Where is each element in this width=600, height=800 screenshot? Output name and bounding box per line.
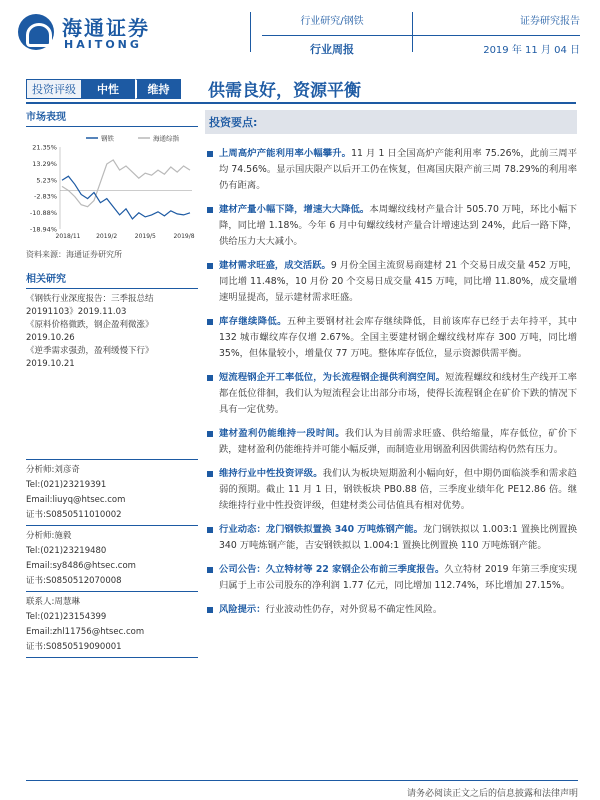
analyst-name: 分析师:施毅 [26,531,72,541]
analyst-email[interactable]: Email:zhl11756@htsec.com [26,627,145,637]
key-point-item [205,202,577,250]
report-header [0,0,600,66]
analyst-email[interactable]: Email:sy8486@htsec.com [26,561,136,571]
header-category: 行业研究/钢铁 [300,16,364,27]
key-point-lead: 短流程钢企开工率低位，为长流程钢企提供利润空间。 [219,372,446,383]
header-divider [250,12,251,52]
analyst-certificate: 证书:S0850511010002 [26,510,122,520]
rating-change: 维持 [135,79,181,99]
related-research-item[interactable]: 20191103》2019.11.03 [26,307,127,317]
analyst-contacts [26,459,198,658]
y-tick-label: -18.94% [29,225,57,234]
key-point-item [205,562,577,594]
x-tick-label: 2019/5 [134,233,156,240]
series-line-海通综指 [62,160,190,207]
header-divider [412,12,413,52]
y-tick-label: 13.29% [32,159,57,168]
related-research-heading: 相关研究 [26,266,198,289]
legend-label: 海通综指 [153,134,179,143]
analyst-tel: Tel:(021)23219391 [26,480,107,490]
key-point-lead: 库存继续降低。 [219,316,287,327]
header-rule [262,35,580,36]
rating-value: 中性 [81,79,135,99]
key-point-text: 我们认为目前需求旺盛、供给缩量，库存低位，矿价下跌，建材盈利仍能维持并可能小幅反弹，而制造业用钢盈利因供需结构仍然有压力。 [219,428,577,455]
x-tick-label: 2019/8 [173,233,195,240]
analyst-tel: Tel:(021)23219480 [26,546,107,556]
y-tick-label: -2.83% [34,192,57,201]
market-performance-chart [26,133,198,243]
y-tick-label: -10.88% [29,209,57,218]
key-point-item [205,314,577,362]
series-line-钢铁 [62,176,190,219]
related-research-item[interactable]: 《钢铁行业深度报告：三季报总结 [26,294,154,304]
related-research-item[interactable]: 2019.10.21 [26,359,75,369]
key-point-item [205,258,577,306]
chart-source: 资料来源：海通证券研究所 [26,250,122,259]
company-logo [18,10,178,56]
main-content [205,110,577,618]
analyst-tel: Tel:(021)23154399 [26,612,107,622]
y-tick-label: 21.35% [32,143,57,152]
related-research-item[interactable]: 2019.10.26 [26,333,75,343]
report-title: 供需良好，资源平衡 [208,81,361,101]
logo-english-name: HAITONG [64,38,142,51]
analyst-name: 分析师:刘彦奇 [26,465,80,475]
rating-label: 投资评级 [26,79,81,99]
header-doc-type: 证券研究报告 [520,16,580,27]
key-point-item [205,370,577,418]
header-doc-block [483,12,580,56]
analyst-card [26,526,198,592]
key-point-text: 五种主要钢材社会库存继续降低，目前该库存已经于去年持平，其中 132 城市螺纹库存仅增 2.67%。全国主要建材钢企螺纹线材库存 300 万吨，同比增 35%，但体量较小，增量仅 77 万吨。整体库存低位，显示资源供需平衡。 [219,316,577,359]
key-point-lead: 行业动态：龙门钢铁拟置换 340 万吨炼钢产能。 [219,524,423,535]
investment-rating [26,78,181,100]
key-point-item [205,466,577,514]
related-research-item[interactable]: 《原料价格微跌，钢企盈利微涨》 [26,320,154,330]
key-point-text: 9 月份全国主流贸易商建材 21 个交易日成交量 452 万吨，同比增 11.48%，10 月份 20 个交易日成交量 415 万吨，同比增 11.80%，成交量增速明显提高，显示建材需求旺盛。 [219,260,577,303]
key-point-lead: 公司公告：久立特材等 22 家钢企公布前三季度报告。 [219,564,445,575]
footer-rule [26,780,578,781]
header-report-type: 行业周报 [310,43,354,56]
header-date: 2019 年 11 月 04 日 [483,45,580,56]
related-research-item[interactable]: 《逆季需求强劲，盈利缓慢下行》 [26,346,154,356]
analyst-name: 联系人:周慧琳 [26,597,80,607]
analyst-certificate: 证书:S0850512070008 [26,576,122,586]
x-tick-label: 2018/11 [55,233,81,240]
key-point-text: 11 月 1 日全国高炉产能利用率 75.26%，此前三周平均 74.56%。显示国庆限产以后开工仍在恢复，但离国庆限产前三周 78.29%的利用率仍有距离。 [219,148,577,191]
haitong-logo-icon [18,14,54,50]
footer-disclaimer[interactable]: 请务必阅读正文之后的信息披露和法律声明 [406,789,578,799]
performance-line-chart [26,133,198,243]
legend-label: 钢铁 [101,134,114,143]
key-point-item [205,146,577,194]
key-points-heading: 投资要点: [205,110,577,134]
analyst-email[interactable]: Email:liuyq@htsec.com [26,495,126,505]
related-research-list [26,293,198,371]
key-point-text: 久立特材 2019 年第三季度实现归属于上市公司股东的净利润 1.77 亿元，同比增加 112.74%，环比增加 27.15%。 [219,564,577,591]
key-point-text: 行业波动性仍存，对外贸易不确定性风险。 [265,604,443,615]
y-tick-label: 5.23% [36,176,57,185]
key-point-item [205,426,577,458]
key-point-lead: 风险提示： [219,604,266,615]
key-point-lead: 建材盈利仍能维持一段时间。 [219,428,345,439]
key-point-text: 短流程螺纹和线材生产线开工率都在低位徘徊，我们认为短流程会让出部分市场，使得长流程钢企在矿价下跌的情况下具有一定优势。 [219,372,577,415]
market-performance-heading: 市场表现 [26,104,198,127]
analyst-card [26,592,198,658]
key-point-text: 龙门钢铁拟以 1.003:1 置换比例置换 340 万吨炼钢产能，吉安钢铁拟以 1.004:1 置换比例置换 110 万吨炼钢产能。 [219,524,577,551]
analyst-card [26,460,198,526]
key-point-lead: 上周高炉产能利用率小幅攀升。 [219,148,352,159]
x-tick-label: 2019/2 [96,233,118,240]
key-point-item [205,522,577,554]
key-point-text: 本周螺纹线材产量合计 505.70 万吨，环比小幅下降，同比增 1.18%。今年 6 月中旬螺纹线材产量合计增速达到 24%，此后一路下降，供给压力大大减小。 [219,204,577,247]
key-point-lead: 建材产量小幅下降，增速大大降低。 [219,204,370,215]
key-point-lead: 维持行业中性投资评级。 [219,468,323,479]
key-point-item [205,602,577,618]
logo-chinese-name: 海通证券 [62,16,150,40]
analyst-certificate: 证书:S0850519090001 [26,642,122,652]
key-point-lead: 建材需求旺盛，成交活跃。 [219,260,331,271]
sidebar [26,104,198,658]
key-points-list [205,146,577,618]
key-point-text: 我们认为板块短期盈利小幅向好，但中期仍面临淡季和需求趋弱的预期。截止 11 月 1 日，钢铁板块 PB0.88 倍，三季度业绩年化 PE12.86 倍。继续维持行业中性投资评级，但建材类公司估值具有相对优势。 [219,468,577,511]
